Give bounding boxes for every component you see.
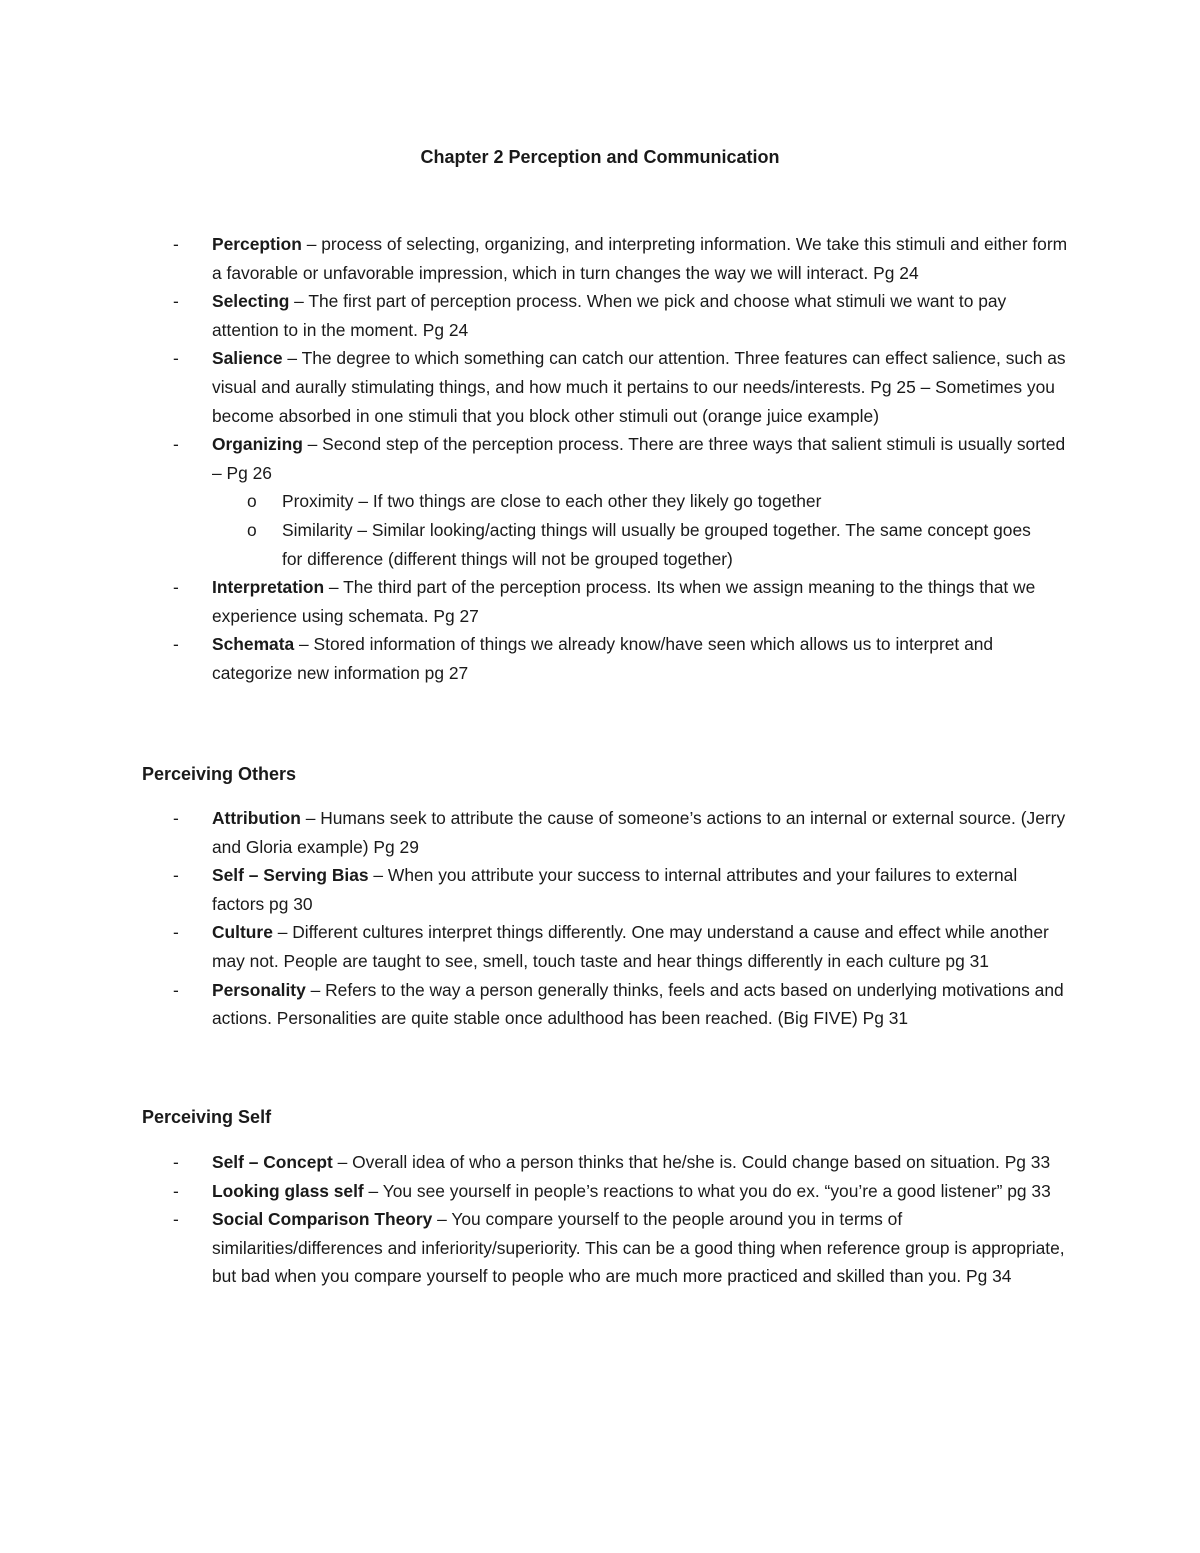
- dash-bullet: -: [173, 979, 179, 1000]
- section-heading-perceiving-self: Perceiving Self: [142, 1107, 272, 1127]
- dash-bullet: -: [173, 348, 179, 369]
- dash-bullet: -: [173, 634, 179, 655]
- dash-bullet: -: [173, 577, 179, 598]
- list-item: [0, 861, 1072, 918]
- list-item: [0, 344, 1072, 430]
- sub-item-text: Similarity – Similar looking/acting things will usually be grouped together. The same concept goes for difference (different things will not be grouped together): [282, 519, 1031, 569]
- term: Perception: [212, 234, 302, 254]
- dash-bullet: -: [173, 1180, 179, 1201]
- list-item: [0, 1148, 1072, 1177]
- term: Looking glass self: [212, 1180, 364, 1201]
- definition-text: – You see yourself in people’s reactions to what you do ex. “you’re a good listener” pg 33: [363, 1180, 1051, 1201]
- sub-list-item: [211, 516, 1052, 573]
- term: Salience: [212, 348, 283, 369]
- perceiving-self-list: [0, 1148, 1200, 1291]
- term: Culture: [212, 922, 273, 943]
- term: Interpretation: [212, 577, 325, 598]
- dash-bullet: -: [173, 234, 179, 254]
- list-item: [0, 804, 1072, 861]
- dash-bullet: -: [173, 808, 179, 828]
- definition-text: – Second step of the perception process. There are three ways that salient stimuli is usually sorted – Pg 26: [212, 434, 1066, 483]
- term: Selecting: [212, 291, 290, 312]
- section-heading-perceiving-others: Perceiving Others: [142, 764, 297, 784]
- definition-text: – Stored information of things we already know/have seen which allows us to interpret and categorize new information pg 27: [212, 634, 994, 683]
- dash-bullet: -: [173, 291, 179, 312]
- definition-text: – Humans seek to attribute the cause of someone’s actions to an internal or external source. (Jerry and Gloria example) Pg 29: [212, 808, 1066, 857]
- definition-text: – The degree to which something can catch our attention. Three features can effect salience, such as visual and aurally stimulating things, and how much it pertains to our needs/interests. Pg 25 – Sometimes you become absorbed in one stimuli that you block other stimuli out (orange juice example): [212, 348, 1066, 426]
- dash-bullet: -: [173, 434, 179, 455]
- list-item: [0, 976, 1072, 1033]
- dash-bullet: -: [173, 865, 179, 886]
- sub-item-text: Proximity – If two things are close to each other they likely go together: [282, 491, 822, 512]
- list-item: [0, 430, 1072, 573]
- list-item: [0, 230, 1072, 287]
- definition-text: – Overall idea of who a person thinks that he/she is. Could change based on situation. Pg 33: [332, 1152, 1051, 1172]
- list-item: [0, 918, 1072, 975]
- list-item: [0, 287, 1072, 344]
- dash-bullet: -: [173, 1152, 179, 1172]
- term: Social Comparison Theory: [212, 1209, 433, 1230]
- definition-text: – The third part of the perception process. Its when we assign meaning to the things that we experience using schemata. Pg 27: [212, 577, 1036, 626]
- list-item: [0, 630, 1072, 687]
- term: Self – Concept: [212, 1152, 333, 1172]
- circle-bullet: o: [247, 519, 257, 540]
- definition-text: – Refers to the way a person generally thinks, feels and acts based on underlying motivations and actions. Personalities are quite stable once adulthood has been reached. (Big FIVE) Pg 31: [212, 979, 1064, 1029]
- list-item: [0, 1205, 1072, 1291]
- term: Self – Serving Bias: [212, 865, 369, 886]
- list-item: [0, 1177, 1072, 1206]
- circle-bullet: o: [247, 491, 257, 512]
- definitions-list: [0, 230, 1200, 688]
- definition-text: – process of selecting, organizing, and interpreting information. We take this stimuli and either form a favorable or unfavorable impression, which in turn changes the way we will interact. Pg 24: [212, 234, 1068, 283]
- list-item: [0, 573, 1072, 630]
- term: Organizing: [212, 434, 303, 455]
- definition-text: – You compare yourself to the people around you in terms of similarities/differences and inferiority/superiority. This can be a good thing when reference group is appropriate, but bad when you compare yourself to people who are much more practiced and skilled than you. Pg 34: [212, 1209, 1065, 1287]
- dash-bullet: -: [173, 922, 179, 943]
- term: Personality: [212, 979, 306, 1000]
- term: Attribution: [212, 808, 301, 828]
- definition-text: – The first part of perception process. When we pick and choose what stimuli we want to pay attention to in the moment. Pg 24: [212, 291, 1007, 340]
- sub-list: [212, 487, 1072, 573]
- term: Schemata: [212, 634, 295, 655]
- definition-text: – When you attribute your success to internal attributes and your failures to external factors pg 30: [212, 865, 1018, 914]
- sub-list-item: [211, 487, 1052, 516]
- perceiving-others-list: [0, 804, 1200, 1033]
- definition-text: – Different cultures interpret things differently. One may understand a cause and effect while another may not. People are taught to see, smell, touch taste and hear things differently in each culture pg 31: [212, 922, 1049, 971]
- page-title: Chapter 2 Perception and Communication: [420, 147, 780, 167]
- dash-bullet: -: [173, 1209, 179, 1230]
